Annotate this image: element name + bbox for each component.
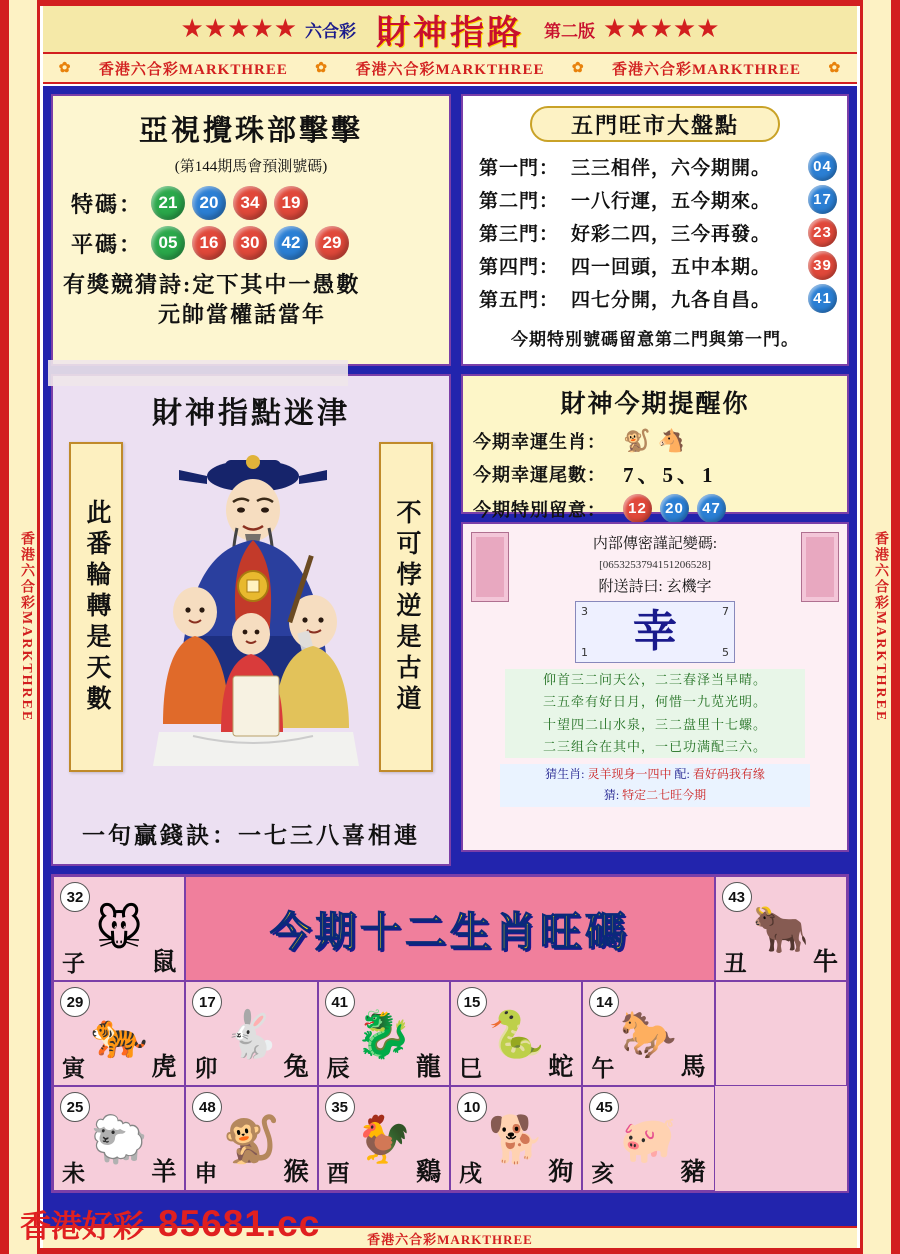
lucky-tail-values: 7、5、1 xyxy=(623,463,717,487)
marquee-strip xyxy=(43,54,857,84)
zodiac-number: 10 xyxy=(457,1092,487,1122)
zodiac-cell-horse[interactable] xyxy=(582,981,714,1086)
gate-ball: 17 xyxy=(808,185,837,214)
lucky-phrase: 一句贏錢訣：一七三八喜相連 xyxy=(82,823,420,848)
zodiac-cell-tiger[interactable] xyxy=(53,981,185,1086)
normal-number-label: 平碼： xyxy=(71,231,144,257)
attention-ball: 20 xyxy=(660,494,689,523)
gate-text: 四一回頭，五中本期。 xyxy=(571,257,772,278)
five-gates-title: 五門旺市大盤點 xyxy=(530,106,780,142)
dog-icon: 🐕 xyxy=(487,1111,545,1166)
couplet-left-text: 不可悖逆是古道 xyxy=(379,442,433,772)
special-number-label: 特碼： xyxy=(71,191,144,217)
verse-line: 二三组合在其中，一已功满配三六。 xyxy=(542,738,767,754)
gate-text: 一八行運，五今期來。 xyxy=(571,191,772,212)
marquee-item-3: 香港六合彩MARKTHREE xyxy=(612,61,802,78)
left-side-band xyxy=(6,0,40,1254)
zodiac-number: 48 xyxy=(192,1092,222,1122)
door-god-right-image xyxy=(801,532,839,602)
zodiac-animal: 猴 xyxy=(283,1159,309,1186)
monkey-icon: 🐒 xyxy=(222,1111,281,1166)
normal-number-row xyxy=(71,226,439,260)
tiger-icon: 🐅 xyxy=(90,1006,148,1061)
zodiac-number: 45 xyxy=(589,1092,619,1122)
picture-panel-title: 財神指點迷津 xyxy=(152,397,350,430)
marquee-item-1: 香港六合彩MARKTHREE xyxy=(98,61,288,78)
gate-row xyxy=(479,152,837,181)
side-band-text-right: 香港六合彩MARKTHREE xyxy=(873,531,888,723)
zodiac-banner-text: 今期十二生肖旺碼 xyxy=(269,909,630,955)
gate-text: 三三相伴，六今期開。 xyxy=(571,158,772,179)
attention-ball: 12 xyxy=(623,494,652,523)
secret-subheading: 附送詩曰: 玄機字 xyxy=(598,579,712,596)
edition-label: 第二版 xyxy=(544,21,595,41)
normal-ball: 42 xyxy=(274,226,308,260)
flower-icon: ✿ xyxy=(315,60,329,76)
monkey-horse-icon: 🐒 🐴 xyxy=(623,428,687,453)
zodiac-animal: 鼠 xyxy=(151,949,177,976)
zodiac-stem: 辰 xyxy=(326,1056,350,1081)
bottom-strip-text: 香港六合彩MARKTHREE xyxy=(367,1231,533,1247)
zodiac-cell-rat[interactable] xyxy=(53,876,185,981)
normal-ball: 05 xyxy=(151,226,185,260)
content-area xyxy=(43,6,857,1248)
rabbit-icon: 🐇 xyxy=(222,1006,281,1061)
prediction-panel xyxy=(51,94,451,366)
title-small-left: 六合彩 xyxy=(305,21,356,41)
zodiac-animal: 兔 xyxy=(283,1054,309,1081)
secret-panel xyxy=(461,522,849,852)
horse-icon: 🐎 xyxy=(619,1006,678,1061)
flower-icon: ✿ xyxy=(828,60,842,76)
gate-row xyxy=(479,185,837,214)
verse-line: 三五牵有好日月，何惜一九苋光明。 xyxy=(542,694,767,710)
gate-ball: 39 xyxy=(808,251,837,280)
couplet-right-text: 此番輪轉是天數 xyxy=(69,442,123,772)
gate-name: 第四門： xyxy=(479,257,560,278)
zodiac-cell-dog[interactable] xyxy=(450,1086,582,1191)
five-gates-note: 今期特別號碼留意第二門與第一門。 xyxy=(511,330,799,349)
marquee-item-2: 香港六合彩MARKTHREE xyxy=(355,61,545,78)
zodiac-animal: 羊 xyxy=(151,1159,177,1186)
stars-right: ★★★★★ xyxy=(603,14,720,44)
gate-row xyxy=(479,251,837,280)
corner-number-bl: 1 xyxy=(581,646,588,660)
zodiac-animal: 豬 xyxy=(680,1159,706,1186)
guess-block xyxy=(500,764,810,807)
god-of-wealth-illustration xyxy=(133,436,373,781)
poem-label: 有獎競猜詩: xyxy=(63,272,193,297)
zodiac-stem: 丑 xyxy=(723,951,747,976)
gate-text: 四七分開，九各自昌。 xyxy=(571,290,772,311)
zodiac-stem: 午 xyxy=(591,1056,615,1081)
pig-icon: 🐖 xyxy=(619,1111,678,1166)
zodiac-cell-snake[interactable] xyxy=(450,981,582,1086)
zodiac-stem: 巳 xyxy=(458,1056,482,1081)
zodiac-number: 32 xyxy=(60,882,90,912)
zodiac-animal: 蛇 xyxy=(548,1054,574,1081)
prediction-subtitle: (第144期馬會預測號碼) xyxy=(174,159,328,175)
zodiac-number: 29 xyxy=(60,987,90,1017)
zodiac-number: 15 xyxy=(457,987,487,1017)
verse-block xyxy=(505,669,805,757)
lucky-zodiac-label: 今期幸運生肖： xyxy=(473,432,606,452)
special-number-row xyxy=(71,186,439,220)
zodiac-cell-empty xyxy=(715,981,847,1086)
gate-ball: 23 xyxy=(808,218,837,247)
snake-icon: 🐍 xyxy=(487,1006,545,1061)
guess-row-1 xyxy=(500,764,810,786)
corner-number-br: 5 xyxy=(722,646,729,660)
zodiac-number: 17 xyxy=(192,987,222,1017)
watermark-url: 85681.cc xyxy=(158,1202,321,1244)
mystic-character-box xyxy=(575,601,735,663)
verse-line: 十望四二山水泉，三二盘里十七螺。 xyxy=(542,716,767,732)
gate-row xyxy=(479,284,837,313)
verse-line: 仰首三二问天公，二三春泽当早晴。 xyxy=(542,672,767,688)
zodiac-cell-pig[interactable] xyxy=(582,1086,714,1191)
guess-text-2: 看好码我有缘 xyxy=(692,766,765,781)
zodiac-stem: 未 xyxy=(62,1161,85,1186)
zodiac-animal: 狗 xyxy=(548,1159,574,1186)
zodiac-cell-ox[interactable] xyxy=(715,876,847,981)
normal-ball: 29 xyxy=(315,226,349,260)
zodiac-stem: 卯 xyxy=(194,1056,218,1081)
secret-code: [0653253794151206528] xyxy=(599,559,711,572)
side-band-text-left: 香港六合彩MARKTHREE xyxy=(19,531,34,723)
reminder-title: 財神今期提醒你 xyxy=(560,391,750,418)
zodiac-stem: 酉 xyxy=(326,1161,350,1186)
poem-line-2: 元帥當權話當年 xyxy=(157,301,326,327)
zodiac-stem: 申 xyxy=(194,1161,218,1186)
page-title: 財神指路 xyxy=(376,14,524,52)
flower-icon: ✿ xyxy=(58,60,72,76)
gate-name: 第五門： xyxy=(479,290,560,311)
right-side-band xyxy=(860,0,894,1254)
zodiac-banner xyxy=(185,876,714,981)
stars-left: ★★★★★ xyxy=(180,14,297,44)
dragon-icon: 🐉 xyxy=(355,1006,413,1061)
special-ball: 21 xyxy=(151,186,185,220)
guess-label-2: 配: xyxy=(674,766,690,781)
guess-label-1: 猜生肖: xyxy=(545,766,585,781)
scan-artifact xyxy=(48,360,348,386)
zodiac-animal: 鷄 xyxy=(415,1159,441,1186)
attention-ball: 47 xyxy=(697,494,726,523)
ox-icon: 🐂 xyxy=(752,901,810,956)
special-ball: 20 xyxy=(192,186,226,220)
zodiac-cell-rabbit[interactable] xyxy=(185,981,317,1086)
zodiac-number: 25 xyxy=(60,1092,90,1122)
zodiac-cell-dragon[interactable] xyxy=(318,981,450,1086)
gate-name: 第二門： xyxy=(479,191,560,212)
right-column xyxy=(461,94,849,866)
prediction-title: 亞視攪珠部擊擊 xyxy=(138,115,363,147)
zodiac-animal: 馬 xyxy=(680,1054,706,1081)
five-gates-panel xyxy=(461,94,849,366)
left-column xyxy=(51,94,451,866)
gate-ball: 41 xyxy=(808,284,837,313)
zodiac-animal: 牛 xyxy=(812,949,838,976)
two-column-layout xyxy=(51,94,849,866)
gate-name: 第三門： xyxy=(479,224,560,245)
guess-text-3: 特定二七旺今期 xyxy=(622,788,707,803)
zodiac-stem: 戌 xyxy=(458,1161,482,1186)
gate-row xyxy=(479,218,837,247)
zodiac-cell-monkey[interactable] xyxy=(185,1086,317,1191)
god-of-wealth-panel xyxy=(51,374,451,866)
special-attention-label: 今期特別留意： xyxy=(473,499,606,520)
zodiac-number: 35 xyxy=(325,1092,355,1122)
body-area xyxy=(43,86,857,1248)
guess-row-2 xyxy=(500,785,810,807)
normal-ball: 30 xyxy=(233,226,267,260)
zodiac-stem: 亥 xyxy=(591,1161,615,1186)
zodiac-stem: 寅 xyxy=(62,1056,85,1081)
special-ball: 34 xyxy=(233,186,267,220)
zodiac-stem: 子 xyxy=(62,951,85,976)
special-attention-row xyxy=(473,494,837,523)
lucky-zodiac-row xyxy=(473,428,837,454)
zodiac-grid xyxy=(51,874,849,1193)
corner-number-tl: 3 xyxy=(581,605,588,619)
goat-icon: 🐑 xyxy=(90,1111,148,1166)
rooster-icon: 🐓 xyxy=(355,1111,413,1166)
secret-heading: 内部傳密謹記變碼: xyxy=(592,536,718,552)
rat-icon: 🐭 xyxy=(95,901,144,956)
zodiac-number: 41 xyxy=(325,987,355,1017)
gate-name: 第一門： xyxy=(479,158,560,179)
zodiac-animal: 龍 xyxy=(415,1054,441,1081)
corner-number-tr: 7 xyxy=(722,605,729,619)
flower-icon: ✿ xyxy=(571,60,585,76)
door-god-left-image xyxy=(471,532,509,602)
zodiac-animal: 虎 xyxy=(151,1054,177,1081)
normal-ball: 16 xyxy=(192,226,226,260)
guess-label-3: 猜: xyxy=(603,788,620,803)
mystic-character: 幸 xyxy=(633,607,677,657)
poem-block xyxy=(63,270,439,329)
poem-line-1: 定下其中一愚數 xyxy=(192,272,361,297)
zodiac-number: 43 xyxy=(722,882,752,912)
lucky-tail-label: 今期幸運尾數： xyxy=(473,465,606,485)
special-ball: 19 xyxy=(274,186,308,220)
watermark-brand: 香港好彩 xyxy=(20,1209,144,1244)
watermark xyxy=(20,1201,320,1246)
title-bar xyxy=(43,6,857,54)
guess-text-1: 灵羊现身一四中 xyxy=(587,766,672,781)
zodiac-number: 14 xyxy=(589,987,619,1017)
zodiac-cell-rooster[interactable] xyxy=(318,1086,450,1191)
gate-text: 好彩二四，三今再發。 xyxy=(571,224,772,245)
reminder-panel xyxy=(461,374,849,520)
zodiac-cell-goat[interactable] xyxy=(53,1086,185,1191)
gate-ball: 04 xyxy=(808,152,837,181)
lucky-tail-row xyxy=(473,459,837,489)
